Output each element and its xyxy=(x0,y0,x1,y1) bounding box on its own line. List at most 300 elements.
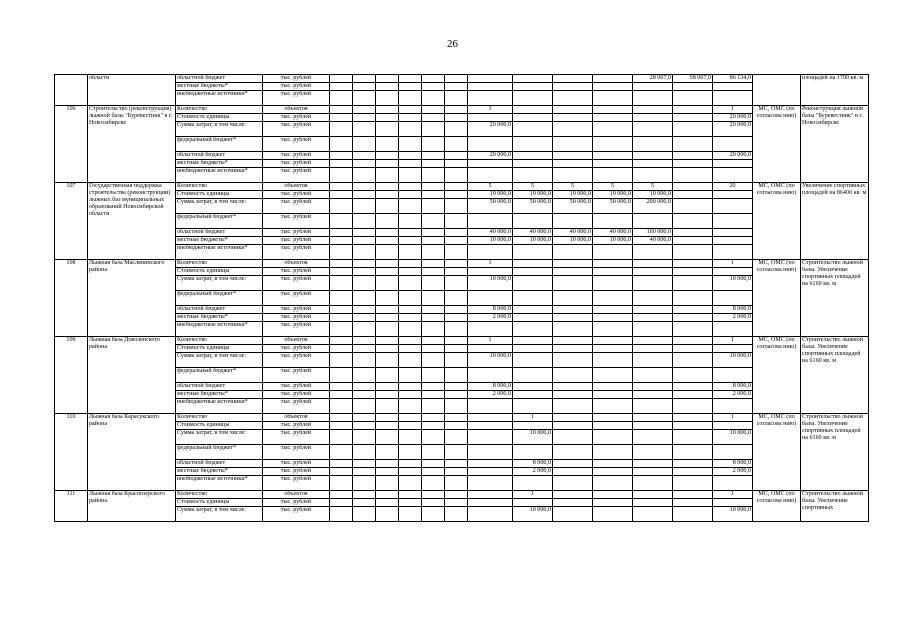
value-cell xyxy=(593,337,633,345)
value-cell xyxy=(468,322,513,337)
table-row xyxy=(55,183,869,191)
value-cell xyxy=(399,368,422,383)
value-cell xyxy=(376,383,399,391)
value-cell xyxy=(468,499,513,507)
value-cell xyxy=(376,137,399,152)
value-cell xyxy=(673,445,713,460)
value-cell xyxy=(399,391,422,399)
value-cell xyxy=(633,160,673,168)
indicator-name: местные бюджеты* xyxy=(176,468,263,476)
value-cell xyxy=(330,268,353,276)
measure-name: Лыжная база Краснозерского района xyxy=(88,491,176,522)
value-cell xyxy=(673,214,713,229)
value-cell xyxy=(713,214,753,229)
table-row xyxy=(55,276,869,291)
value-cell xyxy=(422,183,445,191)
unit-cell: тыс. рублей xyxy=(263,268,330,276)
value-cell xyxy=(468,75,513,83)
value-cell xyxy=(445,237,468,245)
table-row xyxy=(55,214,869,229)
value-cell xyxy=(593,368,633,383)
value-cell xyxy=(673,106,713,114)
indicator-name: внебюджетные источники* xyxy=(176,322,263,337)
indicator-name: Количество xyxy=(176,106,263,114)
value-cell xyxy=(422,237,445,245)
value-cell: 8 000,0 xyxy=(713,383,753,391)
value-cell xyxy=(422,160,445,168)
value-cell xyxy=(633,399,673,414)
table-row xyxy=(55,422,869,430)
value-cell xyxy=(376,414,399,422)
value-cell xyxy=(713,445,753,460)
value-cell xyxy=(468,445,513,460)
row-number: 108 xyxy=(55,260,88,337)
value-cell xyxy=(553,391,593,399)
value-cell xyxy=(353,91,376,106)
unit-cell: тыс. рублей xyxy=(263,476,330,491)
value-cell xyxy=(330,353,353,368)
value-cell xyxy=(553,106,593,114)
value-cell xyxy=(593,245,633,260)
indicator-name: областной бюджет xyxy=(176,306,263,314)
unit-cell: тыс. рублей xyxy=(263,507,330,522)
table-row xyxy=(55,306,869,314)
indicator-name: Сумма затрат, в том числе: xyxy=(176,276,263,291)
value-cell xyxy=(330,430,353,445)
value-cell xyxy=(422,460,445,468)
value-cell xyxy=(445,245,468,260)
result-cell: Строительство лыжной базы. Увеличение спортивных площадей на 6160 кв. м xyxy=(801,414,869,491)
value-cell xyxy=(353,430,376,445)
value-cell xyxy=(513,368,553,383)
unit-cell: тыс. рублей xyxy=(263,214,330,229)
value-cell xyxy=(353,229,376,237)
table-row xyxy=(55,337,869,345)
value-cell xyxy=(713,199,753,214)
value-cell xyxy=(513,268,553,276)
indicator-name: Сумма затрат, в том числе: xyxy=(176,430,263,445)
value-cell xyxy=(445,383,468,391)
indicator-name: местные бюджеты* xyxy=(176,391,263,399)
unit-cell: тыс. рублей xyxy=(263,306,330,314)
indicator-name: областной бюджет xyxy=(176,460,263,468)
value-cell xyxy=(399,460,422,468)
value-cell xyxy=(445,183,468,191)
value-cell xyxy=(353,214,376,229)
value-cell xyxy=(422,268,445,276)
value-cell: 1 xyxy=(468,106,513,114)
value-cell xyxy=(422,229,445,237)
value-cell xyxy=(330,476,353,491)
value-cell xyxy=(445,276,468,291)
value-cell xyxy=(633,499,673,507)
value-cell xyxy=(445,445,468,460)
value-cell xyxy=(330,137,353,152)
executor-cell: МС, ОМС (по согласова нию) xyxy=(753,491,801,522)
value-cell xyxy=(330,383,353,391)
value-cell xyxy=(353,460,376,468)
value-cell xyxy=(593,160,633,168)
value-cell: 160 000,0 xyxy=(633,229,673,237)
value-cell xyxy=(713,268,753,276)
value-cell xyxy=(399,199,422,214)
value-cell xyxy=(376,507,399,522)
value-cell xyxy=(553,83,593,91)
value-cell xyxy=(376,314,399,322)
value-cell xyxy=(513,168,553,183)
table-row xyxy=(55,191,869,199)
table-row xyxy=(55,268,869,276)
value-cell xyxy=(593,260,633,268)
value-cell xyxy=(376,106,399,114)
value-cell: 5 xyxy=(513,183,553,191)
unit-cell: тыс. рублей xyxy=(263,199,330,214)
table-row xyxy=(55,353,869,368)
value-cell xyxy=(353,276,376,291)
value-cell: 5 xyxy=(468,183,513,191)
value-cell xyxy=(353,122,376,137)
value-cell xyxy=(330,91,353,106)
value-cell xyxy=(713,83,753,91)
indicator-name: внебюджетные источники* xyxy=(176,168,263,183)
value-cell xyxy=(376,368,399,383)
table-row xyxy=(55,122,869,137)
value-cell xyxy=(353,183,376,191)
value-cell: 1 xyxy=(713,414,753,422)
value-cell xyxy=(553,122,593,137)
indicator-name: Стоимость единицы xyxy=(176,268,263,276)
value-cell xyxy=(353,399,376,414)
value-cell xyxy=(468,414,513,422)
value-cell xyxy=(376,322,399,337)
indicator-name: местные бюджеты* xyxy=(176,83,263,91)
value-cell: 40 000,0 xyxy=(553,229,593,237)
value-cell xyxy=(593,460,633,468)
value-cell xyxy=(553,422,593,430)
value-cell xyxy=(353,152,376,160)
table-row xyxy=(55,399,869,414)
value-cell xyxy=(633,430,673,445)
value-cell xyxy=(673,322,713,337)
value-cell xyxy=(353,445,376,460)
value-cell xyxy=(713,229,753,237)
value-cell xyxy=(673,83,713,91)
table-row xyxy=(55,322,869,337)
table-row xyxy=(55,106,869,114)
value-cell xyxy=(445,168,468,183)
value-cell xyxy=(633,114,673,122)
value-cell xyxy=(353,383,376,391)
table-row xyxy=(55,460,869,468)
value-cell: 28 067,0 xyxy=(633,75,673,83)
value-cell xyxy=(513,260,553,268)
value-cell xyxy=(513,399,553,414)
value-cell: 20 000,0 xyxy=(713,114,753,122)
value-cell xyxy=(513,75,553,83)
value-cell xyxy=(399,168,422,183)
value-cell xyxy=(445,306,468,314)
value-cell xyxy=(422,430,445,445)
value-cell xyxy=(553,75,593,83)
value-cell xyxy=(553,152,593,160)
table-row xyxy=(55,152,869,160)
value-cell xyxy=(673,491,713,499)
value-cell xyxy=(633,445,673,460)
value-cell: 1 xyxy=(513,414,553,422)
value-cell xyxy=(399,422,422,430)
value-cell xyxy=(330,491,353,499)
value-cell xyxy=(468,476,513,491)
value-cell: 10 000,0 xyxy=(513,191,553,199)
indicator-name: Количество xyxy=(176,414,263,422)
indicator-name: Количество xyxy=(176,337,263,345)
value-cell xyxy=(330,291,353,306)
value-cell xyxy=(673,499,713,507)
unit-cell: тыс. рублей xyxy=(263,345,330,353)
table-row xyxy=(55,291,869,306)
value-cell xyxy=(399,114,422,122)
value-cell xyxy=(513,322,553,337)
value-cell xyxy=(399,191,422,199)
value-cell xyxy=(422,391,445,399)
unit-cell: тыс. рублей xyxy=(263,322,330,337)
unit-cell: тыс. рублей xyxy=(263,83,330,91)
value-cell xyxy=(445,468,468,476)
value-cell xyxy=(673,476,713,491)
value-cell xyxy=(633,260,673,268)
value-cell xyxy=(330,75,353,83)
value-cell xyxy=(713,191,753,199)
indicator-name: Стоимость единицы xyxy=(176,422,263,430)
value-cell xyxy=(399,314,422,322)
value-cell: 1 xyxy=(468,260,513,268)
value-cell xyxy=(445,399,468,414)
value-cell xyxy=(673,314,713,322)
value-cell xyxy=(468,430,513,445)
value-cell xyxy=(633,276,673,291)
value-cell xyxy=(330,306,353,314)
value-cell xyxy=(399,345,422,353)
value-cell: 10 000,0 xyxy=(713,353,753,368)
measure-name: Лыжная база Карасукского района xyxy=(88,414,176,491)
value-cell xyxy=(330,337,353,345)
table-body xyxy=(55,75,869,522)
value-cell xyxy=(513,245,553,260)
value-cell xyxy=(353,137,376,152)
unit-cell: объектов xyxy=(263,106,330,114)
value-cell xyxy=(468,468,513,476)
value-cell xyxy=(445,260,468,268)
value-cell xyxy=(513,476,553,491)
unit-cell: объектов xyxy=(263,491,330,499)
value-cell xyxy=(553,476,593,491)
value-cell xyxy=(376,91,399,106)
value-cell xyxy=(593,468,633,476)
value-cell xyxy=(673,460,713,468)
value-cell: 10 000,0 xyxy=(513,507,553,522)
value-cell xyxy=(330,160,353,168)
table-row xyxy=(55,491,869,499)
value-cell xyxy=(445,491,468,499)
value-cell xyxy=(593,276,633,291)
value-cell xyxy=(330,276,353,291)
value-cell xyxy=(353,237,376,245)
value-cell xyxy=(468,345,513,353)
value-cell xyxy=(399,468,422,476)
value-cell xyxy=(399,137,422,152)
result-cell: Строительство лыжной базы. Увеличение спортивных площадей на 6160 кв. м xyxy=(801,260,869,337)
value-cell xyxy=(399,383,422,391)
value-cell xyxy=(513,314,553,322)
table-row xyxy=(55,414,869,422)
value-cell xyxy=(468,160,513,168)
value-cell xyxy=(330,399,353,414)
value-cell xyxy=(513,337,553,345)
value-cell xyxy=(673,114,713,122)
value-cell: 58 067,0 xyxy=(673,75,713,83)
value-cell xyxy=(422,199,445,214)
value-cell: 40 000,0 xyxy=(633,237,673,245)
value-cell xyxy=(399,414,422,422)
value-cell xyxy=(399,430,422,445)
value-cell xyxy=(399,245,422,260)
value-cell xyxy=(673,291,713,306)
value-cell: 1 xyxy=(713,491,753,499)
value-cell: 1 xyxy=(713,106,753,114)
value-cell xyxy=(673,391,713,399)
value-cell: 10 000,0 xyxy=(513,430,553,445)
value-cell xyxy=(422,75,445,83)
row-number: 111 xyxy=(55,491,88,522)
value-cell xyxy=(399,260,422,268)
value-cell xyxy=(330,245,353,260)
value-cell xyxy=(353,114,376,122)
value-cell xyxy=(376,345,399,353)
value-cell xyxy=(673,306,713,314)
value-cell xyxy=(553,399,593,414)
unit-cell: тыс. рублей xyxy=(263,137,330,152)
value-cell xyxy=(553,383,593,391)
unit-cell: объектов xyxy=(263,337,330,345)
value-cell xyxy=(422,353,445,368)
value-cell xyxy=(445,160,468,168)
row-number: 109 xyxy=(55,337,88,414)
value-cell xyxy=(399,476,422,491)
value-cell xyxy=(513,114,553,122)
value-cell xyxy=(553,268,593,276)
value-cell: 20 000,0 xyxy=(468,152,513,160)
value-cell xyxy=(673,160,713,168)
value-cell xyxy=(468,507,513,522)
value-cell xyxy=(673,237,713,245)
value-cell: 10 000,0 xyxy=(468,353,513,368)
value-cell xyxy=(422,468,445,476)
value-cell xyxy=(330,83,353,91)
unit-cell: тыс. рублей xyxy=(263,229,330,237)
value-cell xyxy=(553,414,593,422)
value-cell xyxy=(673,168,713,183)
value-cell xyxy=(513,160,553,168)
value-cell: 10 000,0 xyxy=(468,191,513,199)
value-cell xyxy=(376,491,399,499)
value-cell xyxy=(399,507,422,522)
unit-cell: тыс. рублей xyxy=(263,114,330,122)
value-cell xyxy=(399,306,422,314)
value-cell xyxy=(330,414,353,422)
row-number: 107 xyxy=(55,183,88,260)
unit-cell: тыс. рублей xyxy=(263,353,330,368)
value-cell: 10 000,0 xyxy=(468,237,513,245)
value-cell xyxy=(468,291,513,306)
value-cell: 20 000,0 xyxy=(713,122,753,137)
value-cell xyxy=(330,106,353,114)
value-cell xyxy=(422,422,445,430)
value-cell xyxy=(376,168,399,183)
value-cell xyxy=(399,75,422,83)
indicator-name: Сумма затрат, в том числе: xyxy=(176,353,263,368)
value-cell xyxy=(422,260,445,268)
value-cell xyxy=(422,314,445,322)
value-cell xyxy=(422,414,445,422)
value-cell xyxy=(633,306,673,314)
value-cell xyxy=(399,122,422,137)
value-cell xyxy=(713,160,753,168)
value-cell: 8 000,0 xyxy=(713,306,753,314)
value-cell xyxy=(673,337,713,345)
value-cell xyxy=(422,499,445,507)
measure-name: Государственная поддержка строительства (реконструкции) лыжных баз муниципальных образований Новосибирской области xyxy=(88,183,176,260)
value-cell xyxy=(633,122,673,137)
table-row xyxy=(55,383,869,391)
value-cell xyxy=(399,183,422,191)
value-cell xyxy=(553,245,593,260)
value-cell: 40 000,0 xyxy=(468,229,513,237)
unit-cell: тыс. рублей xyxy=(263,460,330,468)
value-cell xyxy=(633,345,673,353)
measure-name: области xyxy=(88,75,176,106)
value-cell xyxy=(553,322,593,337)
value-cell xyxy=(376,229,399,237)
value-cell xyxy=(376,114,399,122)
value-cell xyxy=(633,460,673,468)
value-cell xyxy=(376,199,399,214)
unit-cell: тыс. рублей xyxy=(263,468,330,476)
value-cell xyxy=(593,152,633,160)
value-cell xyxy=(330,468,353,476)
value-cell xyxy=(353,106,376,114)
unit-cell: тыс. рублей xyxy=(263,245,330,260)
table-row xyxy=(55,137,869,152)
value-cell xyxy=(633,214,673,229)
executor-cell: МС, ОМС (по согласова нию) xyxy=(753,183,801,260)
value-cell xyxy=(376,468,399,476)
value-cell xyxy=(468,214,513,229)
value-cell xyxy=(422,306,445,314)
value-cell xyxy=(376,306,399,314)
value-cell xyxy=(513,83,553,91)
value-cell xyxy=(353,322,376,337)
value-cell xyxy=(633,422,673,430)
value-cell xyxy=(376,260,399,268)
value-cell xyxy=(553,430,593,445)
value-cell xyxy=(593,306,633,314)
value-cell xyxy=(673,199,713,214)
value-cell xyxy=(593,168,633,183)
value-cell xyxy=(399,152,422,160)
value-cell xyxy=(593,114,633,122)
value-cell xyxy=(593,214,633,229)
executor-cell: МС, ОМС (по согласова нию) xyxy=(753,260,801,337)
